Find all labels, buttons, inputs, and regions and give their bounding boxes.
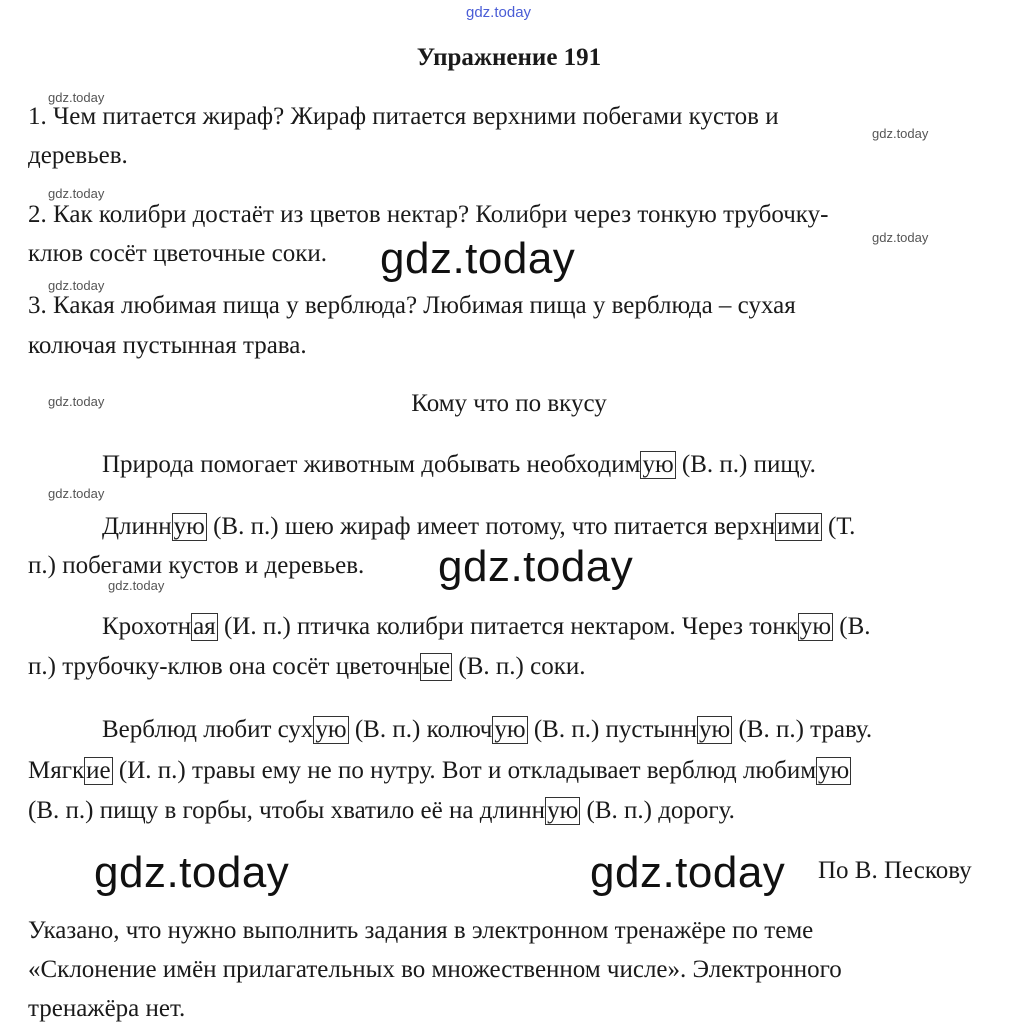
watermark-small: gdz.today [48,394,105,409]
paragraph-4-line-2: Мягкие (И. п.) травы ему не по нутру. Вот и откладывает верблюд любимую [28,757,850,784]
paragraph-2-line-2: п.) побегами кустов и деревьев. [28,552,365,579]
author-credit: По В. Пескову [818,857,972,884]
note-line-2: «Склонение имён прилагательных во множественном числе». Электронного [28,956,842,983]
exercise-title: Упражнение 191 [416,44,602,71]
answer-3-line-2: колючая пустынная трава. [28,332,307,359]
watermark-big: gdz.today [94,848,290,897]
note-line-1: Указано, что нужно выполнить задания в электронном тренажёре по теме [28,917,814,944]
watermark-small: gdz.today [48,486,105,501]
watermark-small: gdz.today [872,230,929,245]
ending-box: ую [818,757,850,784]
answer-2-line-2: клюв сосёт цветочные соки. [28,240,327,267]
watermark-small: gdz.today [48,278,105,293]
ending-box: ую [799,613,832,640]
ending-box: ая [193,613,216,640]
text-title: Кому что по вкусу [411,390,607,417]
answer-3-line-1: 3. Какая любимая пища у верблюда? Любимая пища у верблюда – сухая [28,292,796,319]
ending-box: ую [642,451,674,478]
ending-box: ую [173,513,205,540]
paragraph-4-line-1: Верблюд любит сухую (В. п.) колючую (В. п.) пустынную (В. п.) траву. [102,716,873,743]
ending-box: ую [315,716,347,743]
watermark-top: gdz.today [466,4,532,21]
watermark-big: gdz.today [438,542,634,591]
ending-box: ые [422,653,451,680]
answer-2-line-1: 2. Как колибри достаёт из цветов нектар? Колибри через тонкую трубочку- [28,201,829,228]
ending-box: ие [86,757,111,784]
paragraph-1: Природа помогает животным добывать необходимую (В. п.) пищу. [102,451,816,478]
ending-box: ую [547,797,579,824]
ending-box: ую [494,716,526,743]
paragraph-4-line-3: (В. п.) пищу в горбы, чтобы хватило её на длинную (В. п.) дорогу. [28,797,735,824]
ending-box: ими [777,513,820,540]
paragraph-2-line-1: Длинную (В. п.) шею жираф имеет потому, что питается верхними (Т. [102,513,856,540]
ending-box: ую [699,716,731,743]
watermark-big: gdz.today [590,848,786,897]
watermark-small: gdz.today [48,90,105,105]
paragraph-3-line-2: п.) трубочку-клюв она сосёт цветочные (В. п.) соки. [28,653,586,680]
watermark-small: gdz.today [48,186,105,201]
watermark-small: gdz.today [872,126,929,141]
watermark-small: gdz.today [108,578,165,593]
answer-1-line-2: деревьев. [28,142,128,169]
watermark-big: gdz.today [380,234,576,283]
note-line-3: тренажёра нет. [28,995,186,1022]
paragraph-3-line-1: Крохотная (И. п.) птичка колибри питается нектаром. Через тонкую (В. [102,613,871,640]
answer-1-line-1: 1. Чем питается жираф? Жираф питается верхними побегами кустов и [28,103,779,130]
